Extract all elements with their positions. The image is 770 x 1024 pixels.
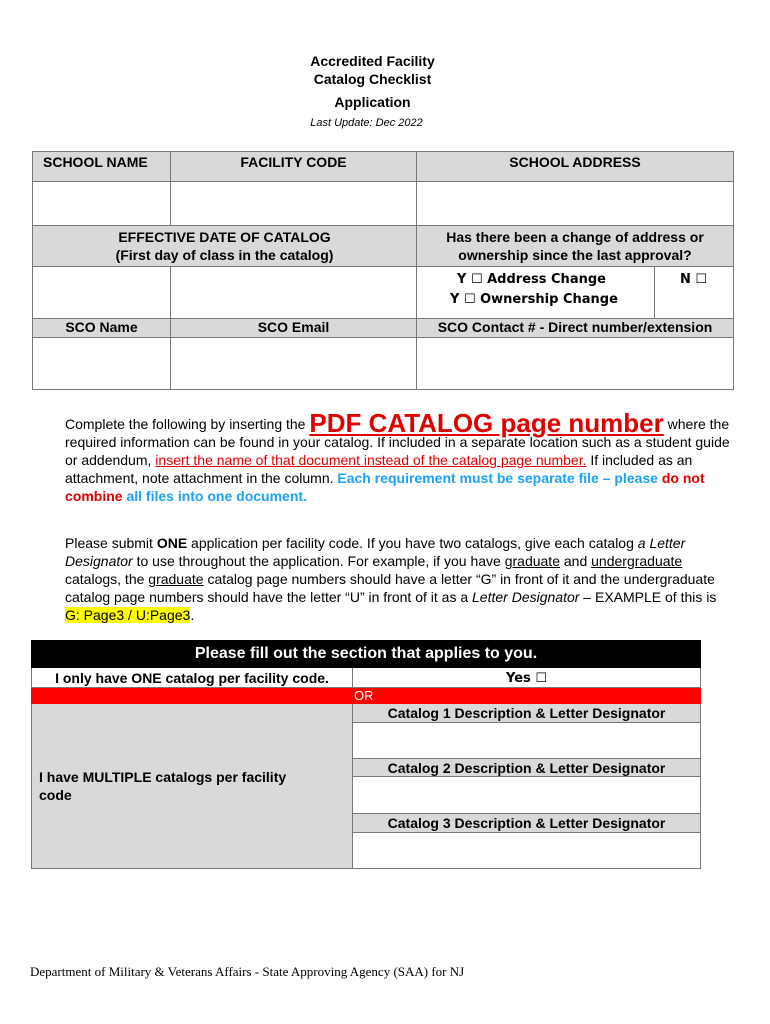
school-address-header: [417, 152, 734, 182]
p2-undergraduate: undergraduate: [591, 553, 683, 569]
instructions-lead: Complete the following by inserting the: [65, 416, 310, 432]
catalog-section-table: [31, 640, 701, 869]
p2-one: ONE: [156, 535, 188, 551]
catalog-3-label: Catalog 3 Description & Letter Designator: [387, 815, 666, 831]
change-question-line-1: Has there been a change of address or: [446, 229, 704, 245]
instructions-attachment-note: If included as an attachment, note attachment in the column.: [65, 452, 693, 486]
sco-name-header: [33, 319, 171, 338]
p2-text-d: and: [560, 553, 592, 569]
instructions-separate-doc-note: insert the name of that document instead of the catalog page number.: [155, 452, 587, 468]
multiple-catalogs-cell: [32, 704, 353, 869]
catalog-2-field[interactable]: [353, 777, 701, 814]
p2-letter-designator-intro: a Letter Designator: [65, 535, 686, 569]
footer-text: Department of Military & Veterans Affairs - State Approving Agency (SAA) for NJ: [30, 964, 465, 979]
sco-contact-field[interactable]: [417, 338, 734, 390]
instructions-all-files-note: all files into one document.: [122, 488, 307, 504]
no-change-checkbox[interactable]: N ☐: [654, 267, 707, 318]
facility-code-field[interactable]: [171, 182, 417, 226]
sco-name-field[interactable]: [33, 338, 171, 390]
p2-graduate: graduate: [504, 553, 560, 569]
catalog-1-label: Catalog 1 Description & Letter Designator: [387, 705, 666, 721]
or-divider: [32, 688, 701, 704]
instructions-separate-file-note: Each requirement must be separate file – please: [337, 470, 662, 486]
catalog-2-header: [353, 759, 701, 777]
school-address-field[interactable]: [417, 182, 734, 226]
p2-example-highlight: G: Page3 / U:Page3: [65, 607, 191, 623]
instructions-paragraph-2: [65, 534, 730, 624]
catalog-1-header: [353, 704, 701, 723]
multiple-catalogs-line-1: I have MULTIPLE catalogs per facility: [39, 769, 287, 785]
multiple-catalogs-line-2: code: [39, 787, 72, 803]
ownership-change-checkbox[interactable]: Y ☐ Ownership Change: [450, 292, 618, 307]
sco-email-field[interactable]: [171, 338, 417, 390]
one-catalog-label: I only have ONE catalog per facility code.: [55, 669, 329, 686]
p2-text-f: catalog page numbers should have a letter “G” in front of it and the undergraduate catalog page numbers should have the letter “U” in front of it as a: [65, 571, 715, 605]
school-name-header: [33, 152, 171, 182]
facility-code-header: [171, 152, 417, 182]
title-line-2: Catalog Checklist: [313, 71, 432, 87]
catalog-3-field[interactable]: [353, 833, 701, 869]
title-line-3: Application: [334, 94, 411, 110]
effective-date-field-2[interactable]: [171, 267, 417, 319]
sco-contact-header: [417, 319, 734, 338]
instructions-paragraph-1: [65, 408, 730, 505]
effective-date-label: EFFECTIVE DATE OF CATALOG: [118, 229, 331, 245]
school-address-label: SCHOOL ADDRESS: [509, 154, 641, 170]
catalog-3-header: [353, 814, 701, 833]
instructions-body: where the required information can be found in your catalog. If included in a separate location such as a student guide or addendum,: [65, 416, 730, 468]
effective-date-header: [33, 226, 417, 267]
address-change-checkbox[interactable]: Y ☐ Address Change: [457, 272, 606, 287]
section-banner-text: Please fill out the section that applies to you.: [194, 645, 538, 662]
p2-text-c: to use throughout the application. For example, if you have: [132, 553, 505, 569]
or-label: OR: [354, 688, 374, 703]
sco-email-header: [171, 319, 417, 338]
sco-name-label: SCO Name: [65, 319, 138, 335]
school-name-label: SCHOOL NAME: [43, 154, 148, 170]
catalog-2-label: Catalog 2 Description & Letter Designator: [387, 759, 666, 776]
p2-letter-designator: Letter Designator: [472, 589, 580, 605]
section-banner: [32, 641, 701, 668]
sco-email-label: SCO Email: [257, 319, 330, 335]
pdf-catalog-emphasis: PDF CATALOG page number: [309, 408, 664, 438]
p2-text-g: – EXAMPLE of this is: [579, 589, 717, 605]
p2-end: .: [190, 607, 195, 623]
change-options-cell: [417, 267, 734, 319]
p2-text-b: application per facility code. If you have two catalogs, give each catalog: [187, 535, 638, 551]
instructions-do-not-combine: do not combine: [65, 470, 705, 504]
p2-text-a: Please submit: [65, 535, 157, 551]
effective-date-note: (First day of class in the catalog): [115, 247, 334, 263]
change-question-line-2: ownership since the last approval?: [458, 247, 692, 263]
p2-text-e: catalogs, the: [65, 571, 149, 587]
one-catalog-yes-checkbox[interactable]: Yes ☐: [353, 668, 701, 688]
facility-code-label: FACILITY CODE: [240, 154, 347, 170]
title-line-1: Accredited Facility: [310, 53, 435, 69]
change-question-header: [417, 226, 734, 267]
school-info-table: [32, 151, 734, 390]
effective-date-field-1[interactable]: [33, 267, 171, 319]
one-catalog-label-cell: [32, 668, 353, 688]
school-name-field[interactable]: [33, 182, 171, 226]
catalog-1-field[interactable]: [353, 723, 701, 759]
sco-contact-label: SCO Contact # - Direct number/extension: [437, 319, 713, 335]
last-update: Last Update: Dec 2022: [310, 117, 423, 129]
p2-graduate-2: graduate: [148, 571, 204, 587]
